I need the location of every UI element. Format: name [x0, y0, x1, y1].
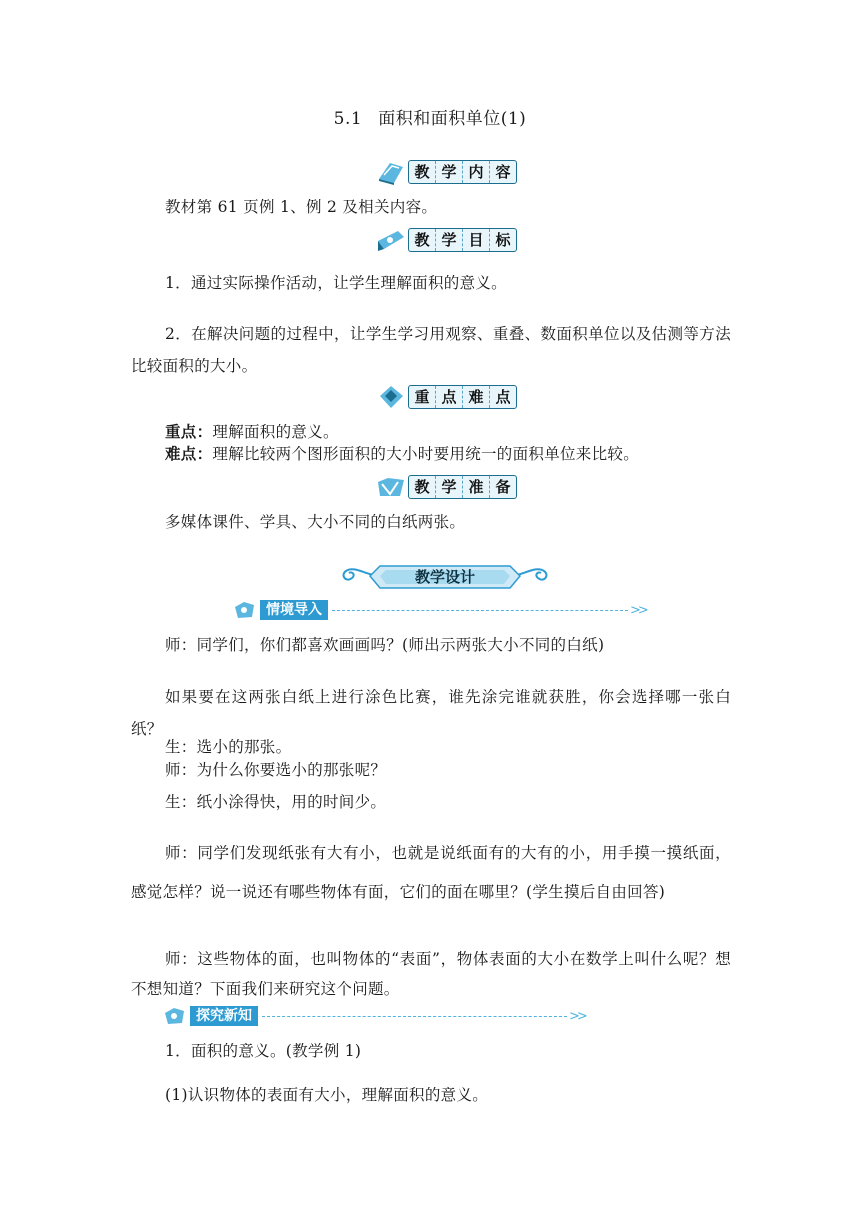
teaching-design-banner	[340, 561, 550, 591]
section-bar-explore	[162, 1005, 585, 1027]
header-char: 教	[409, 476, 436, 498]
intro-line: 生：选小的那张。	[165, 738, 292, 756]
section-header-goals	[376, 225, 517, 255]
puzzle-icon	[232, 599, 260, 621]
intro-line: 如果要在这两张白纸上进行涂色比赛，谁先涂完谁就获胜，你会选择哪一张白纸？	[131, 688, 731, 738]
pencil-icon	[376, 227, 406, 253]
section-bar-intro	[232, 599, 646, 621]
explore-line: 1．面积的意义。(教学例 1)	[165, 1042, 362, 1060]
content-text: 教材第 61 页例 1、例 2 及相关内容。	[165, 198, 438, 216]
section-header-content	[376, 157, 517, 187]
intro-line: 生：纸小涂得快，用的时间少。	[165, 793, 387, 811]
explore-line: (1)认识物体的表面有大小，理解面积的意义。	[165, 1086, 489, 1104]
header-char: 容	[495, 163, 511, 181]
header-char: 目	[463, 229, 490, 251]
globe-icon	[376, 384, 406, 410]
intro-line: 师：为什么你要选小的那张呢？	[165, 761, 387, 779]
double-arrow-icon: >>	[569, 1008, 585, 1024]
difficulty-label: 难点：	[165, 445, 213, 463]
folder-icon	[376, 474, 406, 500]
section-number: 5.1	[333, 109, 363, 129]
header-char: 准	[463, 476, 490, 498]
header-char: 教	[409, 161, 436, 183]
difficulty-text: 理解比较两个图形面积的大小时要用统一的面积单位来比较。	[212, 445, 640, 463]
header-char: 难	[463, 386, 490, 408]
section-header-prep	[376, 472, 517, 502]
header-char: 内	[463, 161, 490, 183]
prep-text: 多媒体课件、学具、大小不同的白纸两张。	[165, 513, 466, 531]
header-char: 备	[495, 478, 511, 496]
title-text: 面积和面积单位(1)	[378, 109, 527, 129]
key-label: 重点：	[165, 423, 213, 441]
explore-tag: 探究新知	[190, 1006, 258, 1026]
header-char: 学	[436, 229, 463, 251]
key-text: 理解面积的意义。	[212, 423, 339, 441]
header-char: 学	[436, 161, 463, 183]
header-char: 点	[495, 388, 511, 406]
dashed-divider	[332, 610, 628, 611]
intro-line: 师：同学们，你们都喜欢画画吗？(师出示两张大小不同的白纸)	[165, 636, 605, 654]
header-char: 教	[409, 229, 436, 251]
intro-line: 师：同学们发现纸张有大有小，也就是说纸面有的大有的小，用手摸一摸纸面，感觉怎样？说一说还有哪些物体有面，它们的面在哪里？(学生摸后自由回答)	[131, 844, 731, 901]
puzzle-icon	[162, 1005, 190, 1027]
header-char: 标	[495, 231, 511, 249]
double-arrow-icon: >>	[630, 602, 646, 618]
goal-item-2: 2．在解决问题的过程中，让学生学习用观察、重叠、数面积单位以及估测等方法比较面积的大小。	[131, 325, 731, 375]
section-header-keypoints	[376, 382, 517, 412]
header-char: 点	[436, 386, 463, 408]
banner-label: 教学设计	[414, 568, 475, 586]
intro-tag: 情境导入	[260, 600, 328, 620]
key-point	[165, 421, 765, 443]
page-title	[0, 104, 860, 129]
intro-line: 师：这些物体的面，也叫物体的“表面”，物体表面的大小在数学上叫什么呢？想不想知道？下面我们来研究这个问题。	[131, 950, 731, 998]
header-char: 重	[409, 386, 436, 408]
header-char: 学	[436, 476, 463, 498]
book-icon	[376, 159, 406, 185]
difficulty-point	[165, 443, 765, 465]
dashed-divider	[262, 1016, 567, 1017]
goal-item-1: 1．通过实际操作活动，让学生理解面积的意义。	[165, 274, 507, 292]
